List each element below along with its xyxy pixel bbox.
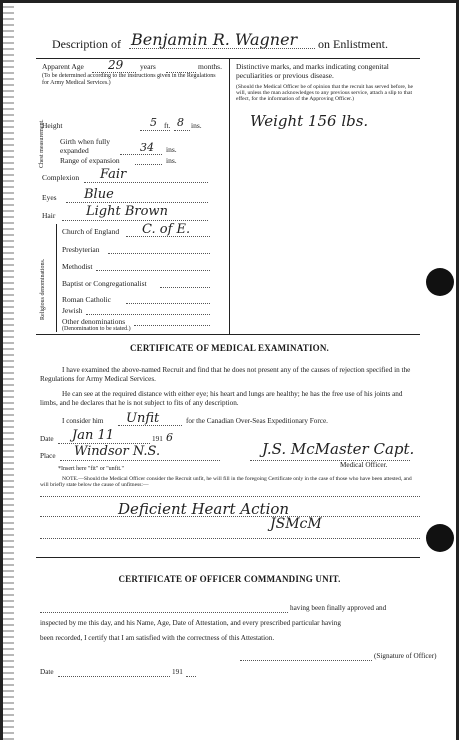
- chest-range-unit: ins.: [166, 156, 177, 165]
- religion-line: [86, 314, 210, 315]
- age-note: (To be determined according to the instructions given in the Regulations for Army Medical Services.): [42, 73, 216, 86]
- religion-item-label: Baptist or Congregationalist: [62, 279, 147, 288]
- year-prefix: 191: [152, 435, 163, 443]
- commanding-heading: CERTIFICATE OF OFFICER COMMANDING UNIT.: [118, 574, 341, 584]
- complexion-line: [84, 182, 208, 183]
- eyes-label: Eyes: [42, 193, 57, 202]
- commanding-year-line: [186, 676, 196, 677]
- punch-hole-top: [426, 268, 454, 296]
- recruit-name: Benjamin R. Wagner: [131, 30, 298, 49]
- chest-girth-unit: ins.: [166, 145, 177, 154]
- age-years-label: years: [140, 62, 156, 71]
- medical-para-2: He can see at the required distance with either eye; his heart and lungs are healthy; he has the free use of his joints and limbs, and he declares that he is not subject to fits of any description.: [40, 390, 403, 407]
- hair-line: [62, 220, 208, 221]
- religion-item-label: Roman Catholic: [62, 295, 111, 304]
- eyes-line: [66, 202, 208, 203]
- commanding-year-prefix: 191: [172, 668, 183, 676]
- religion-item-label: Jewish: [62, 306, 83, 315]
- distinctive-entry: Weight 156 lbs.: [250, 112, 369, 130]
- distinctive-note: (Should the Medical Officer be of opinion that the recruit has served before, he will, unless the man acknowledges to any previous service, attach a slip to that effect, for the information of the Approving Officer.): [236, 84, 413, 103]
- date-value: Jan 11: [72, 428, 115, 443]
- hair-label: Hair: [42, 211, 56, 220]
- religion-line: [126, 303, 210, 304]
- table-bottom-line: [36, 334, 420, 335]
- eyes-value: Blue: [84, 187, 114, 202]
- officer-signature-label: (Signature of Officer): [374, 652, 437, 660]
- religion-line: [108, 253, 210, 254]
- complexion-value: Fair: [100, 167, 127, 182]
- religion-side-label: Religious denominations.: [40, 258, 46, 320]
- height-inches: 8: [177, 116, 184, 129]
- religion-item-label: Methodist: [62, 262, 93, 271]
- age-value: 29: [108, 58, 124, 72]
- commanding-name-line: [40, 612, 288, 613]
- chest-girth-value: 34: [140, 141, 154, 154]
- religion-bracket: [56, 224, 57, 332]
- religion-item-value: C. of E.: [142, 222, 191, 237]
- place-label: Place: [40, 452, 56, 460]
- height-ins-label: ins.: [191, 121, 202, 130]
- medical-officer-label: Medical Officer.: [340, 461, 388, 469]
- title-suffix: on Enlistment.: [318, 37, 388, 51]
- height-ft-label: ft.: [164, 121, 171, 130]
- table-top-line: [36, 58, 420, 59]
- consider-suffix: for the Canadian Over-Seas Expeditionary Force.: [186, 417, 328, 425]
- medical-signature: J.S. McMaster Capt.: [262, 440, 415, 458]
- place-value: Windsor N.S.: [74, 444, 161, 459]
- section-divider: [36, 557, 420, 558]
- insert-note: *Insert here "fit" or "unfit.": [58, 466, 124, 472]
- date-label: Date: [40, 435, 54, 443]
- range-line: [135, 164, 162, 165]
- religion-line: [160, 287, 210, 288]
- commanding-date-line: [58, 676, 170, 677]
- complexion-label: Complexion: [42, 173, 80, 182]
- chest-girth-label: Girth when fully expanded: [60, 137, 110, 155]
- religion-other-note: (Denomination to be stated.): [62, 326, 131, 332]
- header-title: [52, 37, 121, 52]
- height-ft-line: [140, 130, 170, 131]
- medical-heading: CERTIFICATE OF MEDICAL EXAMINATION.: [129, 343, 330, 353]
- religion-line: [134, 325, 210, 326]
- medical-initials: JSMcM: [270, 516, 322, 532]
- height-in-line: [174, 130, 190, 131]
- name-line: [129, 48, 315, 49]
- commanding-line-1: having been finally approved and: [290, 604, 387, 612]
- chest-range-label: Range of expansion: [60, 156, 120, 165]
- medical-para-1: I have examined the above-named Recruit and find that he does not present any of the causes of rejection specified in the Regulations for Army Medical Services.: [40, 366, 411, 383]
- punch-hole-bottom: [426, 524, 454, 552]
- distinctive-heading: Distinctive marks, and marks indicating congenital peculiarities or previous disease.: [236, 62, 389, 80]
- cause-line-1: [40, 496, 420, 497]
- religion-item-label: Presbyterian: [62, 245, 100, 254]
- religion-line: [96, 270, 210, 271]
- age-label: Apparent Age: [42, 62, 84, 71]
- cause-line-2: [40, 516, 420, 517]
- height-label: Height: [42, 121, 63, 130]
- hair-value: Light Brown: [86, 204, 168, 219]
- religion-item-label: Church of England: [62, 227, 120, 236]
- commanding-line-2: inspected by me this day, and his Name, Age, Date of Attestation, and every prescribed particular having: [40, 619, 341, 627]
- consider-prefix: I consider him: [62, 417, 104, 425]
- religion-other-label: Other denominations: [62, 317, 126, 326]
- height-feet: 5: [150, 116, 157, 129]
- unfit-note: NOTE.—Should the Medical Officer consider the Recruit unfit, he will fill in the foregoing Certificate only in the case of those who have been attested, and will briefly state below the cause of unfitness:—: [40, 476, 412, 489]
- girth-line: [120, 154, 162, 155]
- year-value: 6: [166, 431, 173, 444]
- commanding-date-label: Date: [40, 668, 54, 676]
- title-prefix: Description of: [52, 37, 121, 51]
- consider-value: Unfit: [126, 411, 160, 426]
- chest-side-label: Chest measurement.: [39, 119, 45, 168]
- place-line: [60, 460, 220, 461]
- unfit-cause: Deficient Heart Action: [118, 500, 290, 518]
- officer-signature-line: [240, 660, 372, 661]
- column-divider: [229, 58, 230, 334]
- cause-line-3: [40, 538, 420, 539]
- age-months-label: months.: [198, 62, 222, 71]
- commanding-line-3: been recorded, I certify that I am satisfied with the correctness of this Attestation.: [40, 634, 275, 642]
